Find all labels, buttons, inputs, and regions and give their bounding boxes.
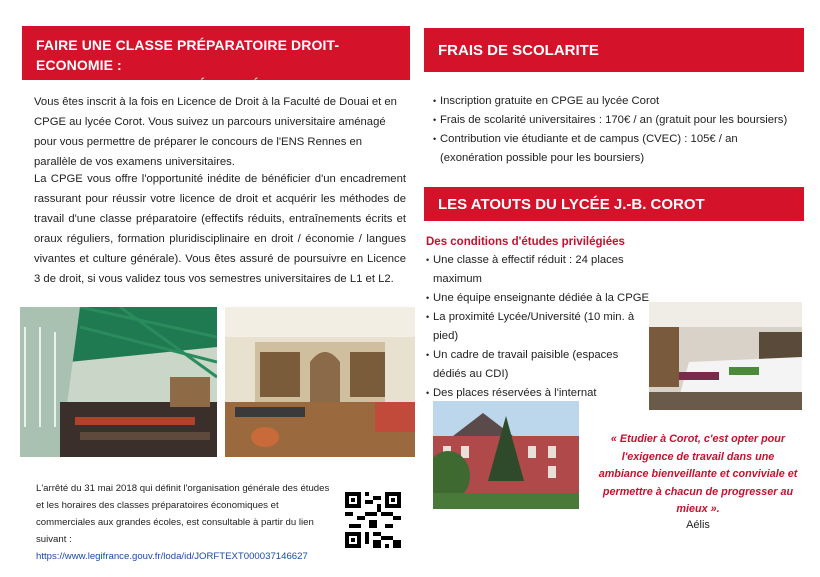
intro-paragraph: Vous êtes inscrit à la fois en Licence de Droit à la Faculté de Douai et en CPGE au lycée Corot. Vous suivez un parcours universitaire aménagé pour vous permettre de préparer le concours de l'ENS Rennes en parallèle de vos examens universitaires. (34, 96, 397, 168)
lycee-building-photo (433, 401, 579, 509)
atouts-list (426, 251, 651, 403)
library-photo-2 (225, 307, 415, 457)
library-photo-1 (20, 307, 217, 457)
atouts-item: • Un cadre de travail paisible (espaces dédiés au CDI) (426, 346, 651, 384)
section-title-cpge (22, 26, 410, 93)
frais-item: • Frais de scolarité universitaires : 170€ / an (gratuit pour les boursiers) (433, 111, 803, 130)
atouts-item: • La proximité Lycée/Université (10 min. à pied) (426, 308, 651, 346)
frais-item: • Inscription gratuite en CPGE au lycée Corot (433, 92, 803, 111)
student-quote: « Etudier à Corot, c'est opter pour l'exigence de travail dans une ambiance bienveillante et conviviale et permettre à chacun de progresser au mieux ». (598, 433, 798, 515)
frais-list (433, 92, 803, 168)
decree-notice (36, 480, 336, 565)
title-line-1: FAIRE UNE CLASSE PRÉPARATOIRE DROIT-ECONOMIE : (36, 37, 340, 73)
atouts-item: • Une équipe enseignante dédiée à la CPGE (426, 289, 651, 308)
frais-item: • Contribution vie étudiante et de campus (CVEC) : 105€ / an (exonération possible pour les boursiers) (433, 130, 803, 168)
quote-author: Aélis (686, 519, 710, 531)
cpge-paragraph: La CPGE vous offre l'opportunité inédite de bénéficier d'un encadrement rassurant pour réussir votre licence de droit et acquérir les méthodes de travail d'une classe préparatoire (effectifs réduits, entraînements écrits et oraux réguliers, formation pluridisciplinaire en droit / économie / langues vivantes et culture générale). Vous êtes assuré de poursuivre en Licence 3 de droit, si vous validez tous vos semestres universitaires de L1 et L2. (34, 173, 406, 285)
section-title-frais: FRAIS DE SCOLARITE (424, 28, 804, 72)
atouts-item: • Des places réservées à l'internat (426, 384, 651, 403)
atouts-item: • Une classe à effectif réduit : 24 places maximum (426, 251, 651, 289)
decree-text: L'arrêté du 31 mai 2018 qui définit l'organisation générale des études et les horaires des classes préparatoires économiques et commerciales aux grandes écoles, est consultable à partir du lien suivant : (36, 483, 330, 545)
qr-code (345, 492, 401, 548)
atouts-subtitle: Des conditions d'études privilégiées (426, 236, 625, 248)
section-title-atouts: LES ATOUTS DU LYCÉE J.-B. COROT (424, 187, 804, 221)
study-room-photo (649, 302, 802, 410)
title-line-2: UN DOUBLE CURSUS SÉCURISÉ (36, 77, 261, 93)
legifrance-link[interactable]: https://www.legifrance.gouv.fr/loda/id/JORFTEXT000037146627 (36, 551, 308, 562)
